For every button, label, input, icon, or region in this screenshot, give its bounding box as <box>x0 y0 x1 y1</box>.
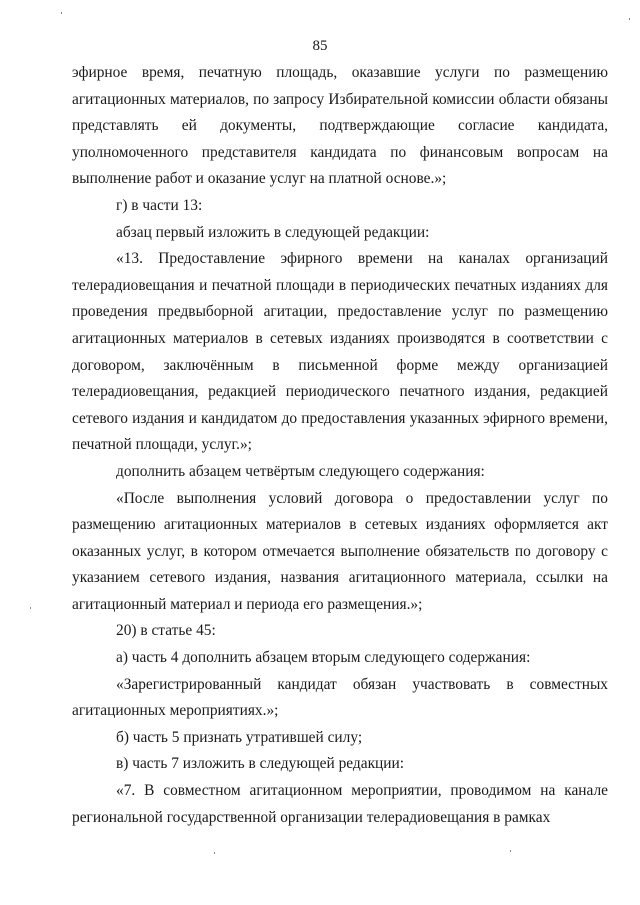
paragraph: 20) в статье 45: <box>116 622 216 640</box>
paragraph: в) часть 7 изложить в следующей редакции: <box>116 755 405 773</box>
paragraph: «Зарегистрированный кандидат обязан участвовать в совместных агитационных мероприятиях.»; <box>72 675 608 720</box>
scan-speck <box>629 18 630 20</box>
paragraph: дополнить абзацем четвёртым следующего содержания: <box>116 462 485 480</box>
paragraph: «После выполнения условий договора о предоставлении услуг по размещению агитационных материалов в сетевых изданиях оформляется акт оказанных услуг, в котором отмечается выполнение обязательств по договору с указанием сетевого издания, названия агитационного материала, ссылки на агитационный материал и периода его размещения.»; <box>72 489 608 613</box>
paragraph: «7. В совместном агитационном мероприятии, проводимом на канале региональной государственной организации телерадиовещания в рамках <box>72 782 608 826</box>
paragraph: «13. Предоставление эфирного времени на каналах организаций телерадиовещания и печатной площади в периодических печатных изданиях для проведения предвыборной агитации, предоставление услуг по размещению агитационных материалов в сетевых изданиях производятся в соответствии с договором, заключённым в письменной форме между организацией телерадиовещания, редакцией периодического печатного издания, редакцией сетевого издания и кандидатом до предоставления указанных эфирного времени, печатной площади, услуг.»; <box>72 250 608 454</box>
paragraph: а) часть 4 дополнить абзацем вторым следующего содержания: <box>116 649 531 667</box>
paragraph: б) часть 5 признать утратившей силу; <box>116 728 363 746</box>
paragraph: г) в части 13: <box>116 196 203 214</box>
scan-speck <box>30 607 31 609</box>
document-body <box>72 60 608 831</box>
page-number: 85 <box>312 38 328 54</box>
scan-speck <box>510 850 511 852</box>
paragraph: эфирное время, печатную площадь, оказавшие услуги по размещению агитационных материалов, по запросу Избирательной комиссии области обязаны представлять ей документы, подтверждающие согласие кандидата, уполномоченного представителя кандидата по финансовым вопросам на выполнение работ и оказание услуг на платной основе.»; <box>72 64 608 188</box>
scan-speck <box>61 12 62 14</box>
scan-speck <box>214 852 215 854</box>
paragraph: абзац первый изложить в следующей редакции: <box>116 223 430 241</box>
